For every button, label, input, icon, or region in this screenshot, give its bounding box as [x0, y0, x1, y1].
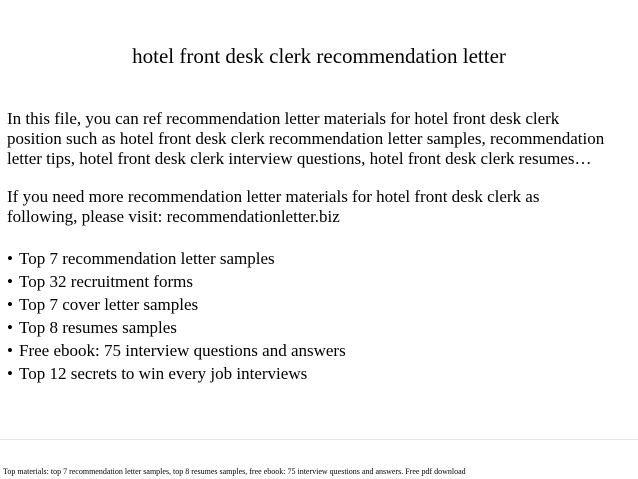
list-item-text: Top 12 secrets to win every job interviews: [19, 364, 308, 383]
list-item-text: Top 7 cover letter samples: [19, 295, 199, 314]
footer: [0, 439, 638, 479]
bullet-icon: •: [7, 272, 13, 291]
bullet-icon: •: [7, 341, 13, 360]
visit-line-2: following, please visit: recommendationletter.biz: [7, 207, 340, 226]
intro-line-1: In this file, you can ref recommendation letter materials for hotel front desk clerk: [7, 109, 560, 128]
slide-title: hotel front desk clerk recommendation letter: [132, 44, 506, 68]
list-item: [7, 362, 346, 385]
list-item: [7, 339, 346, 362]
list-item-text: Top 32 recruitment forms: [19, 272, 193, 291]
intro-line-2: position such as hotel front desk clerk recommendation letter samples, recommendation: [7, 129, 605, 148]
footer-text: Top materials: top 7 recommendation letter samples, top 8 resumes samples, free ebook: 75 interview questions and answers. Free pdf download: [3, 467, 466, 476]
visit-line-1: If you need more recommendation letter materials for hotel front desk clerk as: [7, 187, 540, 206]
list-item-text: Free ebook: 75 interview questions and answers: [19, 341, 346, 360]
list-item: [7, 247, 346, 270]
visit-paragraph: [7, 187, 633, 227]
bullet-icon: •: [7, 249, 13, 268]
list-item: [7, 293, 346, 316]
bullet-icon: •: [7, 318, 13, 337]
bullet-icon: •: [7, 295, 13, 314]
list-item: [7, 270, 346, 293]
list-item: [7, 316, 346, 339]
intro-paragraph: [7, 109, 633, 169]
list-item-text: Top 7 recommendation letter samples: [19, 249, 275, 268]
footer-divider: [0, 439, 638, 440]
intro-line-3: letter tips, hotel front desk clerk interview questions, hotel front desk clerk resumes…: [7, 149, 592, 168]
bullet-icon: •: [7, 364, 13, 383]
materials-list: [7, 247, 346, 385]
list-item-text: Top 8 resumes samples: [19, 318, 177, 337]
